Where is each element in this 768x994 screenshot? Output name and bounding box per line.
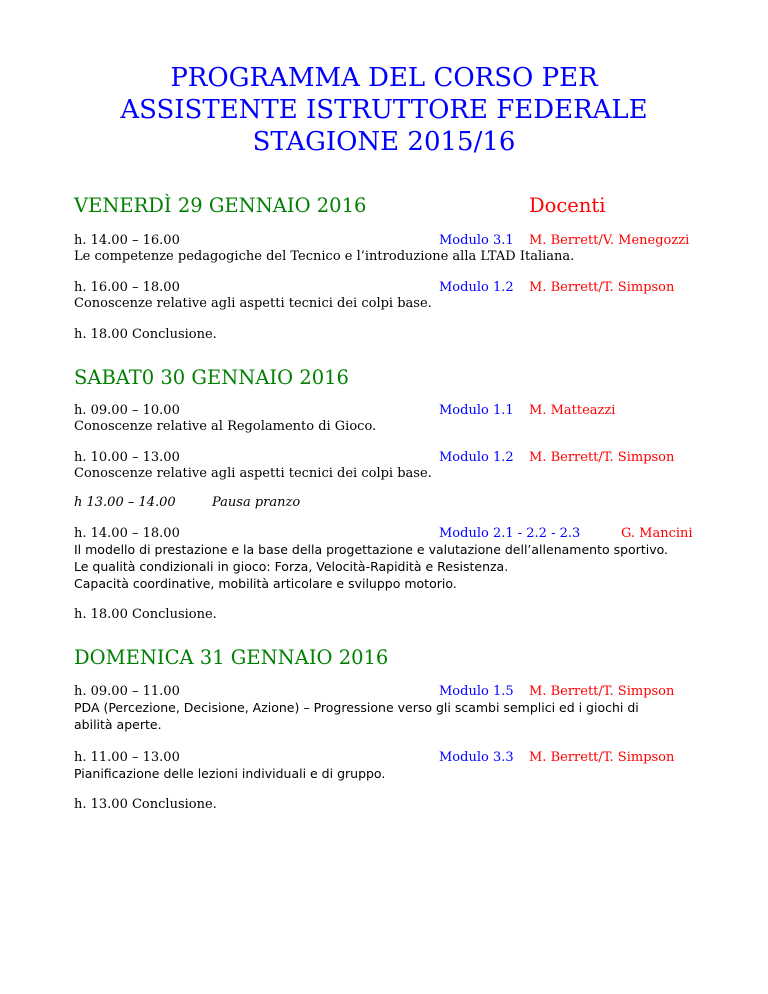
- day-heading-saturday: SABAT0 30 GENNAIO 2016: [74, 366, 349, 389]
- session-description: Le competenze pedagogiche del Tecnico e l’introduzione alla LTAD Italiana.: [74, 249, 575, 264]
- session-description: Conoscenze relative al Regolamento di Gioco.: [74, 419, 377, 434]
- session-teacher: M. Berrett/T. Simpson: [529, 750, 675, 765]
- session-teacher: M. Berrett/T. Simpson: [529, 280, 675, 295]
- session-description: Capacità coordinative, mobilità articolare e sviluppo motorio.: [74, 576, 457, 591]
- session-time: h. 14.00 – 16.00: [74, 233, 180, 248]
- session-module: Modulo 1.2: [439, 450, 514, 465]
- conclusion: h. 18.00 Conclusione.: [74, 607, 217, 622]
- docenti-header: Docenti: [529, 194, 606, 217]
- conclusion: h. 13.00 Conclusione.: [74, 797, 217, 812]
- session-module: Modulo 3.1: [439, 233, 514, 248]
- session-time: h. 09.00 – 10.00: [74, 403, 180, 418]
- session-description: Conoscenze relative agli aspetti tecnici dei colpi base.: [74, 296, 432, 311]
- title-line-2: ASSISTENTE ISTRUTTORE FEDERALE: [120, 95, 648, 125]
- title-line-1: PROGRAMMA DEL CORSO PER: [170, 63, 598, 93]
- session-teacher: G. Mancini: [621, 526, 693, 541]
- session-description: Il modello di prestazione e la base della progettazione e valutazione dell’allenamento sportivo.: [74, 542, 668, 557]
- session-time: h. 10.00 – 13.00: [74, 450, 180, 465]
- session-description: abilità aperte.: [74, 717, 162, 732]
- session-teacher: M. Berrett/T. Simpson: [529, 684, 675, 699]
- day-heading-friday: VENERDÌ 29 GENNAIO 2016: [74, 194, 367, 217]
- break-label: Pausa pranzo: [212, 495, 301, 510]
- day-heading-sunday: DOMENICA 31 GENNAIO 2016: [74, 646, 389, 669]
- session-module: Modulo 2.1 - 2.2 - 2.3: [439, 526, 581, 541]
- session-module: Modulo 1.2: [439, 280, 514, 295]
- document-title: [0, 62, 768, 158]
- title-line-3: STAGIONE 2015/16: [252, 127, 516, 157]
- conclusion: h. 18.00 Conclusione.: [74, 327, 217, 342]
- session-module: Modulo 1.1: [439, 403, 514, 418]
- session-time: h. 16.00 – 18.00: [74, 280, 180, 295]
- session-teacher: M. Matteazzi: [529, 403, 616, 418]
- session-description: Pianificazione delle lezioni individuali e di gruppo.: [74, 766, 386, 781]
- break-time: h 13.00 – 14.00: [74, 495, 176, 510]
- session-description: Conoscenze relative agli aspetti tecnici dei colpi base.: [74, 466, 432, 481]
- session-teacher: M. Berrett/V. Menegozzi: [529, 233, 690, 248]
- session-module: Modulo 3.3: [439, 750, 514, 765]
- session-time: h. 09.00 – 11.00: [74, 684, 180, 699]
- session-time: h. 11.00 – 13.00: [74, 750, 180, 765]
- session-description: Le qualità condizionali in gioco: Forza, Velocità-Rapidità e Resistenza.: [74, 559, 509, 574]
- session-description: PDA (Percezione, Decisione, Azione) – Progressione verso gli scambi semplici ed i giochi di: [74, 700, 639, 715]
- session-teacher: M. Berrett/T. Simpson: [529, 450, 675, 465]
- session-time: h. 14.00 – 18.00: [74, 526, 180, 541]
- session-module: Modulo 1.5: [439, 684, 514, 699]
